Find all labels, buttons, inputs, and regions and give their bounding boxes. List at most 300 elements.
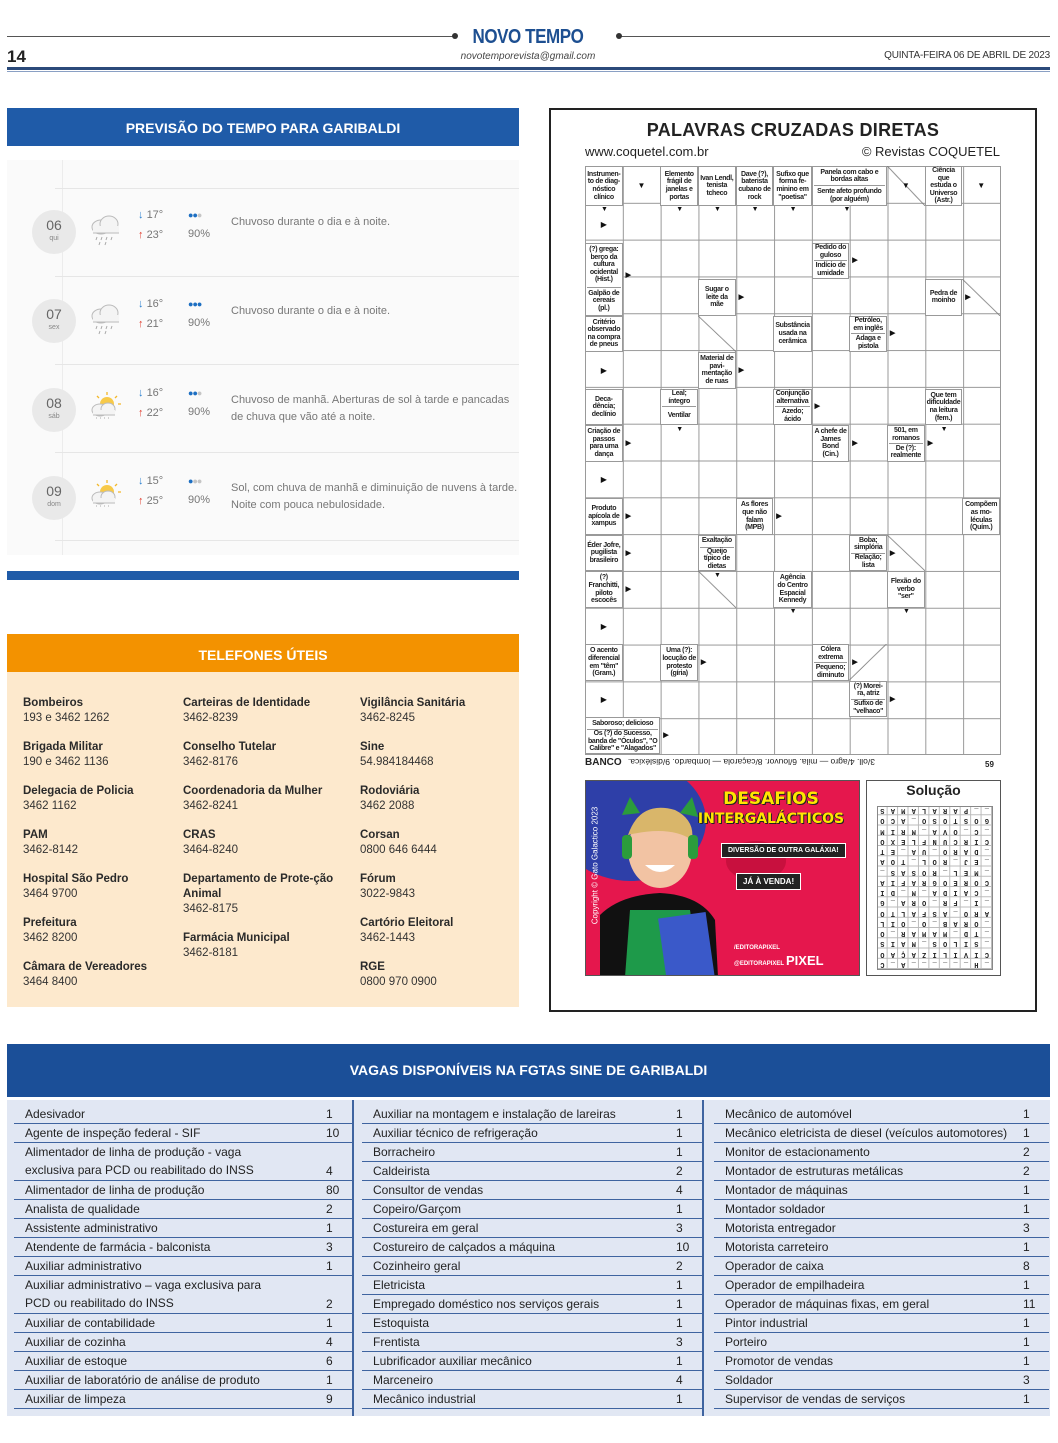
arrow-up-icon: ↑ (138, 229, 144, 241)
job-row (362, 1143, 702, 1162)
job-openings: 1 (326, 1107, 333, 1121)
rain-probability: 90% (188, 494, 211, 506)
solution-row: _MEL_ROSAS_ (874, 867, 989, 876)
clue-text: A chefe de James Bond (Cin.) (814, 428, 847, 459)
job-title: Marceneiro (373, 1373, 434, 1387)
divider (55, 364, 519, 365)
max-temp (138, 407, 163, 419)
job-openings: 2 (1023, 1145, 1030, 1159)
phone-entry (23, 872, 193, 902)
phone-entry (23, 696, 193, 726)
solution-row: _EJ_ROL_TOA (874, 857, 989, 866)
phone-entry (360, 740, 530, 770)
job-row (714, 1143, 1049, 1162)
job-title: Alimentador de linha de produção - vaga exclusiva para PCD ou reabilitado do INSS (25, 1145, 254, 1177)
job-title: Auxiliar na montagem e instalação de lareiras (373, 1107, 616, 1121)
job-row (714, 1276, 1049, 1295)
phone-name: Hospital São Pedro (23, 873, 129, 885)
max-temp-value: 21° (146, 318, 164, 330)
job-openings: 1 (676, 1278, 683, 1292)
clue-cell (585, 535, 623, 572)
phone-name: Bombeiros (23, 697, 84, 709)
job-title: Alimentador de linha de produção (25, 1183, 205, 1197)
puzzle-number: 59 (985, 760, 994, 769)
ad-copyright: Copyright © Gato Galactico 2023 (590, 806, 600, 925)
job-row (714, 1162, 1049, 1181)
rain-cloud-icon (87, 301, 123, 340)
arrow-down-icon: ▼ (887, 166, 925, 206)
job-title: Mecânico eletricista de diesel (veículos automotores) (725, 1126, 1008, 1140)
phone-number[interactable]: 3462-8245 (360, 712, 415, 724)
clue-text: Critério observado na compra de pneus (587, 318, 621, 349)
job-title: Lubrificador auxiliar mecânico (373, 1354, 532, 1368)
clue-text: Indício de umidade (815, 262, 846, 277)
job-openings: 1 (1023, 1240, 1030, 1254)
job-row (714, 1124, 1049, 1143)
jobs-column (714, 1105, 1049, 1409)
phone-name: Corsan (360, 829, 400, 841)
clue-cell-split (849, 535, 887, 572)
solution-row: _SILOS_MAIS (874, 939, 989, 948)
phone-entry (360, 828, 530, 858)
phone-number[interactable]: 0800 970 0900 (360, 976, 437, 988)
job-title: Motorista carreteiro (725, 1240, 829, 1254)
phone-number[interactable]: 54.984184468 (360, 756, 434, 768)
job-row (14, 1238, 352, 1257)
job-openings: 1 (1023, 1392, 1030, 1406)
job-openings: 4 (676, 1183, 683, 1197)
job-row (362, 1371, 702, 1390)
issue-date: QUINTA-FEIRA 06 DE ABRIL DE 2023 (884, 50, 1050, 61)
job-openings: 1 (1023, 1354, 1030, 1368)
job-openings: 1 (1023, 1335, 1030, 1349)
clue-text: (?) Morei-ra, atriz (853, 682, 883, 698)
clue-text: Agência do Centro Espacial Kennedy (777, 574, 808, 605)
job-openings: 10 (326, 1126, 340, 1140)
solution-row: __PARALAMAS (874, 806, 989, 815)
ad-cta[interactable]: JÁ À VENDA! (736, 873, 801, 890)
newspaper-title: NOVO TEMPO (472, 26, 584, 48)
job-openings: 1 (676, 1316, 683, 1330)
phone-name: PAM (23, 829, 48, 841)
job-openings: 1 (676, 1392, 683, 1406)
job-openings: 1 (676, 1297, 683, 1311)
job-title: Operador de caixa (725, 1259, 824, 1273)
crossword-grid[interactable] (585, 166, 1001, 755)
phone-entry (183, 740, 353, 770)
arrow-down-icon: ↓ (138, 209, 144, 221)
phone-number[interactable]: 3462-8142 (23, 844, 78, 856)
clue-text: Sufixo de "velhaco" (853, 700, 884, 716)
clue-text: As flores que não falam (MPB) (740, 501, 769, 532)
solution-grid-upside-down (874, 806, 993, 970)
phone-number[interactable]: 3464-8240 (183, 844, 238, 856)
jobs-column (362, 1105, 702, 1409)
job-title: Agente de inspeção federal - SIF (25, 1126, 201, 1140)
job-row (14, 1200, 352, 1219)
arrow-down-icon: ↓ (138, 387, 144, 399)
clue-text: Panela com cabo e bordas altas (820, 168, 879, 184)
phone-name: Departamento de Prote-ção Animal (183, 873, 334, 900)
solution-row: _TD_MAMAR_O (874, 929, 989, 938)
job-openings: 3 (1023, 1373, 1030, 1387)
instagram-handle[interactable]: /EDITORAPIXEL (734, 945, 780, 951)
phone-number[interactable]: 3462-8176 (183, 756, 238, 768)
facebook-handle[interactable]: @EDITORAPIXEL (734, 961, 785, 967)
job-title: Mecânico industrial (373, 1392, 476, 1406)
job-row (362, 1105, 702, 1124)
job-openings: 1 (1023, 1107, 1030, 1121)
phone-entry (23, 828, 193, 858)
job-row (714, 1200, 1049, 1219)
job-row (714, 1390, 1049, 1409)
clue-text: Pedra de moinho (929, 289, 958, 305)
ad-title-line2: INTERGALÁCTICOS (697, 811, 845, 827)
job-row (14, 1352, 352, 1371)
max-temp (138, 318, 163, 330)
clue-text: Sufixo que forma fe-minino em "poetisa" (776, 170, 809, 201)
day-number: 06 (46, 217, 62, 233)
clue-cell (585, 644, 623, 681)
phone-number[interactable]: 3462 2088 (360, 800, 415, 812)
job-title: Soldador (725, 1373, 774, 1387)
phone-number[interactable]: 193 e 3462 1262 (23, 712, 110, 724)
clue-text: Relação; lista (851, 553, 885, 571)
job-title: Auxiliar de estoque (25, 1354, 128, 1368)
job-row (714, 1295, 1049, 1314)
clue-text: (?) Franchitti, piloto escocês (588, 574, 620, 605)
arrow-right-icon: ▶ (600, 621, 607, 631)
jobs-column (14, 1105, 352, 1409)
phone-name: Brigada Militar (23, 741, 103, 753)
phone-number[interactable]: 3464 8400 (23, 976, 78, 988)
clue-cell (585, 389, 623, 426)
clue-text: Instrumen-to de diag-nóstico clínico (587, 170, 621, 201)
clue-text: Deca-dência; declínio (591, 395, 616, 418)
day-badge (32, 299, 76, 343)
job-openings: 1 (326, 1259, 333, 1273)
phone-number[interactable]: 3462 1162 (23, 800, 77, 812)
phone-number[interactable]: 3022-9843 (360, 888, 415, 900)
day-number: 09 (46, 483, 62, 499)
job-title: Promotor de vendas (725, 1354, 834, 1368)
header-divider (7, 67, 1050, 70)
book-advertisement[interactable] (585, 780, 860, 976)
job-openings: 1 (676, 1126, 683, 1140)
job-title: Copeiro/Garçom (373, 1202, 462, 1216)
clue-cell (887, 571, 925, 608)
rain-drops-icon: ●●● (188, 388, 202, 398)
phone-number[interactable]: 0800 646 6444 (360, 844, 437, 856)
weather-footer-bar (7, 571, 519, 580)
phone-number[interactable]: 3462 8200 (23, 932, 78, 944)
clue-text: Sente afeto profundo (por alguém) (814, 185, 885, 204)
job-title: Supervisor de vendas de serviços (725, 1392, 906, 1406)
header-rule-right (620, 36, 1050, 37)
job-title: Costureira em geral (373, 1221, 479, 1235)
job-openings: 3 (676, 1335, 683, 1349)
forecast-day-row (7, 299, 519, 359)
arrow-right-icon: ▶ (600, 475, 607, 485)
clue-cell-split (585, 243, 623, 316)
phone-name: Câmara de Vereadores (23, 961, 148, 973)
job-row (14, 1314, 352, 1333)
phone-number[interactable]: 3462-1443 (360, 932, 415, 944)
job-title: Montador soldador (725, 1202, 826, 1216)
job-title: Borracheiro (373, 1145, 436, 1159)
diagonal-divider (698, 316, 736, 353)
job-title: Caldeirista (373, 1164, 430, 1178)
weekday: qui (49, 235, 59, 242)
clue-cell (585, 166, 623, 206)
job-row (714, 1333, 1049, 1352)
job-row (714, 1314, 1049, 1333)
clue-text: De (?): realmente (890, 444, 922, 460)
clue-text: Ventilar (662, 406, 696, 424)
job-openings: 80 (326, 1183, 340, 1197)
clue-text: Substância usada na cerâmica (775, 322, 810, 345)
job-openings: 6 (326, 1354, 333, 1368)
clue-text: Petróleo, em inglês (853, 317, 883, 332)
job-title: Analista de qualidade (25, 1202, 140, 1216)
job-title: Empregado doméstico nos serviços gerais (373, 1297, 600, 1311)
job-title: Operador de máquinas fixas, em geral (725, 1297, 930, 1311)
job-row (14, 1124, 352, 1143)
clue-text: (?) grega: berço da cultura ocidental (Hist.) (589, 246, 619, 284)
day-badge (32, 210, 76, 254)
clue-text: Dave (?), baterista cubano de rock (738, 170, 771, 201)
clue-cell (660, 166, 698, 206)
job-row (14, 1390, 352, 1409)
phone-name: Prefeitura (23, 917, 77, 929)
phone-name: Farmácia Municipal (183, 932, 290, 944)
clue-text: Pequeno; diminuto (814, 662, 848, 680)
job-row (714, 1105, 1049, 1124)
job-row (714, 1219, 1049, 1238)
min-temp-value: 17° (146, 209, 164, 221)
job-openings: 2 (676, 1259, 683, 1273)
job-row (362, 1352, 702, 1371)
newspaper-email: novotemporevista@gmail.com (460, 51, 596, 62)
arrow-down-icon: ▼ (637, 181, 646, 191)
phone-number[interactable]: 3462-8181 (183, 947, 238, 959)
clue-cell-split (698, 535, 736, 572)
job-title: Montador de máquinas (725, 1183, 848, 1197)
clue-cell (962, 498, 1000, 535)
min-temp (138, 298, 163, 310)
rain-probability: 90% (188, 317, 211, 329)
clue-text: Elemento frágil de janelas e portas (664, 170, 694, 201)
clue-text: O acento diferencial em "têm" (Gram.) (587, 647, 620, 678)
phone-number[interactable]: 3464 9700 (23, 888, 78, 900)
clue-cell (736, 166, 774, 206)
job-openings: 2 (326, 1202, 333, 1216)
phone-name: RGE (360, 961, 385, 973)
clue-text: Leal; íntegro (668, 390, 690, 406)
ad-tagline: DIVERSÃO DE OUTRA GALÁXIA! (721, 843, 846, 858)
day-badge (32, 388, 76, 432)
clue-text: Material de pavi-mentação de ruas (700, 355, 734, 385)
clue-cell (698, 279, 736, 316)
job-openings: 11 (1023, 1297, 1036, 1311)
job-row (714, 1238, 1049, 1257)
arrow-up-icon: ↑ (138, 318, 144, 330)
job-title: Mecânico de automóvel (725, 1107, 852, 1121)
job-openings: 1 (1023, 1278, 1030, 1292)
job-row (362, 1181, 702, 1200)
min-temp (138, 387, 163, 399)
job-title: Estoquista (373, 1316, 430, 1330)
clue-cell (736, 498, 774, 535)
job-row (362, 1314, 702, 1333)
clue-cell (698, 166, 736, 206)
arrow-down-icon: ▼ (977, 181, 986, 191)
sun-cloud-rain-icon (87, 390, 123, 429)
clue-text: Boba; simplória (853, 536, 883, 552)
job-title: Monitor de estacionamento (725, 1145, 870, 1159)
job-openings: 4 (676, 1373, 683, 1387)
job-openings: 1 (326, 1373, 333, 1387)
ad-title-line1: DESAFIOS (723, 789, 819, 809)
clue-text: Conjunção alternativa (775, 390, 810, 406)
job-openings: 2 (1023, 1164, 1030, 1178)
job-openings: 9 (326, 1392, 333, 1406)
job-openings: 4 (326, 1164, 333, 1178)
job-openings: 2 (326, 1297, 333, 1311)
job-row (14, 1276, 352, 1314)
forecast-description: Chuvoso durante o dia e à noite. (231, 216, 391, 228)
max-temp-value: 22° (146, 407, 164, 419)
max-temp-value: 25° (146, 495, 164, 507)
forecast-day-row (7, 210, 519, 270)
clue-text: Exaltação (701, 537, 732, 545)
phone-number[interactable]: 190 e 3462 1136 (23, 756, 109, 768)
arrow-up-icon: ↑ (138, 495, 144, 507)
phone-name: CRAS (183, 829, 216, 841)
job-openings: 1 (1023, 1126, 1030, 1140)
phone-entry (183, 828, 353, 858)
min-temp-value: 16° (146, 387, 164, 399)
phone-name: Conselho Tutelar (183, 741, 277, 753)
column-divider (352, 1100, 354, 1416)
job-title: Cozinheiro geral (373, 1259, 461, 1273)
arrow-right-icon: ▶ (600, 219, 607, 229)
min-temp-value: 16° (146, 298, 164, 310)
clue-cell-split (849, 316, 887, 353)
clue-text: Éder Jofre, pugilista brasileiro (587, 541, 621, 564)
weather-title: PREVISÃO DO TEMPO PARA GARIBALDI (7, 108, 519, 146)
job-openings: 4 (326, 1335, 333, 1349)
job-row (362, 1333, 702, 1352)
min-temp (138, 209, 163, 221)
phone-entry (183, 931, 353, 961)
job-row (14, 1333, 352, 1352)
job-title: Montador de estruturas metálicas (725, 1164, 904, 1178)
phone-name: Delegacia de Policia (23, 785, 134, 797)
job-openings: 8 (1023, 1259, 1030, 1273)
rain-cloud-icon (87, 212, 123, 251)
phone-entry (360, 872, 530, 902)
job-openings: 1 (326, 1316, 333, 1330)
clue-text: Adaga e pistola (851, 333, 885, 351)
job-openings: 1 (676, 1145, 683, 1159)
forecast-description: Chuvoso durante o dia e à noite. (231, 305, 391, 317)
job-title: Consultor de vendas (373, 1183, 484, 1197)
phone-entry (360, 960, 530, 990)
word-bank-label: BANCO (585, 757, 622, 768)
job-title: Auxiliar administrativo (25, 1259, 142, 1273)
phone-name: Coordenadoria da Mulher (183, 785, 323, 797)
clue-cell (925, 166, 963, 206)
job-row (362, 1390, 702, 1409)
job-title: Auxiliar administrativo – vaga exclusiva para PCD ou reabilitado do INSS (25, 1278, 262, 1310)
max-temp-value: 23° (146, 229, 164, 241)
clue-text: Os (?) do Sucesso, banda de "Óculos", "O Calibre" e "Alagados" (587, 730, 658, 753)
job-openings: 1 (1023, 1202, 1030, 1216)
solution-row: _CAIDA_M_DI (874, 888, 989, 897)
publisher-logo: PIXEL (786, 953, 824, 968)
clue-text: Compõem as mo-léculas (Quím.) (965, 501, 998, 532)
day-badge (32, 476, 76, 520)
phone-number[interactable]: 3462-8175 (183, 903, 238, 915)
job-row (362, 1219, 702, 1238)
clue-cell (585, 316, 623, 353)
solution-row: ARO_ASFALTO (874, 908, 989, 917)
clue-text: Ciência que estuda o Universo (Astr.) (929, 167, 958, 205)
rain-probability: 90% (188, 406, 211, 418)
day-number: 08 (46, 395, 62, 411)
clue-cell (925, 389, 963, 426)
phone-entry (183, 784, 353, 814)
job-row (714, 1371, 1049, 1390)
job-row (14, 1143, 352, 1181)
job-title: Atendente de farmácia - balconista (25, 1240, 211, 1254)
phone-entry (360, 784, 530, 814)
job-row (14, 1219, 352, 1238)
job-title: Auxiliar de contabilidade (25, 1316, 156, 1330)
arrow-right-icon: ▶ (600, 365, 607, 375)
arrow-up-icon: ↑ (138, 407, 144, 419)
crossword-site: www.coquetel.com.br (585, 144, 709, 159)
divider (55, 540, 519, 541)
weekday: sáb (48, 413, 60, 420)
solution-row: _ORAB_O_OIL (874, 919, 989, 927)
phone-number[interactable]: 3462-8239 (183, 712, 238, 724)
job-openings: 1 (1023, 1183, 1030, 1197)
clue-cell (925, 279, 963, 316)
job-title: Operador de empilhadeira (725, 1278, 865, 1292)
job-title: Porteiro (725, 1335, 768, 1349)
phone-number[interactable]: 3462-8241 (183, 800, 238, 812)
phone-entry (23, 784, 193, 814)
job-row (362, 1124, 702, 1143)
clue-cell-split (660, 389, 698, 426)
crossword-copyright: © Revistas COQUETEL (861, 144, 1000, 159)
page-number: 14 (7, 47, 26, 66)
clue-text: 501, em romanos (892, 426, 920, 442)
job-title: Auxiliar de laboratório de análise de produto (25, 1373, 260, 1387)
job-title: Adesivador (25, 1107, 86, 1121)
job-title: Eletricista (373, 1278, 426, 1292)
job-row (14, 1257, 352, 1276)
crossword-solution (866, 780, 1001, 976)
job-row (14, 1105, 352, 1124)
max-temp (138, 229, 163, 241)
phone-name: Fórum (360, 873, 396, 885)
forecast-description: Chuvoso de manhã. Aberturas de sol à tarde e pancadas de chuva que vão até a noite. (231, 394, 510, 423)
phone-name: Carteiras de Identidade (183, 697, 311, 709)
clue-text: Sugar o leite da mãe (704, 285, 729, 309)
